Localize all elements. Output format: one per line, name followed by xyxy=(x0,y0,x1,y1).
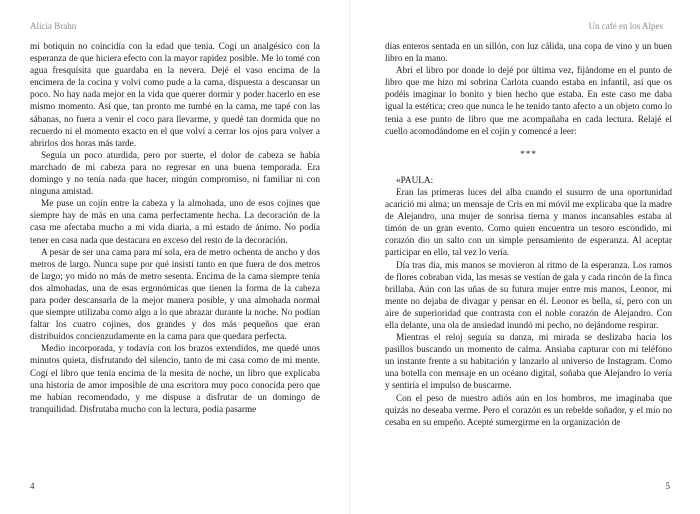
running-head-author: Alicia Brahn xyxy=(30,21,77,31)
paragraph: Eran las primeras luces del alba cuando el susurro de una oportunidad acarició mi alma; un mensaje de Cris en mi móvil me explicaba que la madre de Alejandro, una mujer de sonrisa tierna y manos incansables estaba al timón de un gran evento. Como quien encuentra un tesoro escondido, mi corazón dio un salto con un simple pensamiento de esperanza. Al aceptar participar en ello, tal vez lo vería. xyxy=(385,187,672,259)
paragraph: Con el peso de nuestro adiós aún en los hombros, me imaginaba que quizás no deseaba verme. Pero el corazón es un rebelde soñador, y el mío no cesaba en su empeño. Acepté sumergirme en la organización de xyxy=(385,393,672,428)
page-number-right: 5 xyxy=(665,481,670,491)
right-page-body xyxy=(385,41,672,429)
paragraph: Me puse un cojín entre la cabeza y la almohada, uno de esos cojines que siempre hay de más en una cama perfectamente hecha. La decoración de la casa me afectaba mucho a mi vida diaria, a mi estado de ánimo. No podía tener en casa nada que destacara en exceso del resto de la decoración. xyxy=(30,199,320,246)
paragraph: Seguía un poco aturdida, pero por suerte, el dolor de cabeza se había marchado de mi cabeza para no regresar en una buena temporada. Era domingo y no tenía nada que hacer, ningún compromiso, ni familiar ni con ninguna amistad. xyxy=(30,150,320,198)
left-page-body xyxy=(30,41,320,416)
paragraph: Medio incorporada, y todavía con los brazos extendidos, me quedé unos minutos quieta, disfrutando del silencio, tanto de mi casa como de mi mente. Cogí el libro que tenía encima de la mesita de noche, un libro que explicaba una historia de amor imposible de una escritora muy poco conocida pero que me habían recomendado, y me dispuse a disfrutar de un domingo de tranquilidad. Disfrutaba mucho con la lectura, podía pasarme xyxy=(30,344,320,415)
paragraph: mi botiquín no coincidía con la edad que tenía. Cogí un analgésico con la esperanza de que hiciera efecto con la mayor rapidez posible. Me lo tomé con agua fresquísita que guardaba en la nevera. Dejé el vaso encima de la encimera de la cocina y volví como pude a la cama, dispuesta a descansar un poco. No hay nada mejor en la vida que querer dormir y poder hacerlo en ese mismo momento. Así que, tan pronto me tumbé en la cama, me tapé con las sábanas, no fuera a venir el coco para llevarme, y quedé tan dormida que no recuerdo ni el momento exacto en el que volví a cerrar los ojos para volver a abrirlos dos horas más tarde. xyxy=(30,42,320,149)
paragraph: días enteros sentada en un sillón, con luz cálida, una copa de vino y un buen libro en la mano. xyxy=(385,42,672,65)
running-head-title: Un café en los Alpes xyxy=(588,21,663,31)
right-page xyxy=(350,0,700,514)
paragraph: Mientras el reloj seguía su danza, mi mirada se deslizaba hacia los pasillos buscando un momento de calma. Ansiaba capturar con mi teléfono un instante frente a su habitación y lanzarlo al universo de Instagram. Como una botella con mensaje en un océano digital, soñaba que Alejandro lo vería y sentiría el impulso de buscarme. xyxy=(385,333,672,392)
paragraph: Abrí el libro por donde lo dejé por última vez, fijándome en el punto de libro que me hizo mi sobrina Carlota cuando estaba en infantil, así que os podéis imaginar lo bonito y bien hecho que estaba. En este caso me daba igual la estética; creo que nunca le he tenido tanto afecto a un objeto como lo tenía a ese punto de libro que me acompañaba en cada lectura. Relajé el cuello acomodándome en el cojín y comencé a leer: xyxy=(385,66,672,137)
speaker-label: «PAULA: xyxy=(396,175,434,186)
paragraph: Día tras día, mis manos se movieron al ritmo de la esperanza. Los ramos de flores cobraban vida, las mesas se vestían de gala y cada rincón de la finca brillaba. Aún con las uñas de su futura mujer entre mis manos, Leonor, mi mente no dejaba de divagar y pensar en él. Leonor es bella, sí, pero con un aire de superioridad que contrasta con el noble corazón de Alejandro. Con ella delante, una ola de ansiedad inundó mi pecho, no dejándome respirar. xyxy=(385,260,672,331)
page-number-left: 4 xyxy=(30,481,35,491)
section-separator: *** xyxy=(520,149,537,160)
paragraph: A pesar de ser una cama para mí sola, era de metro ochenta de ancho y dos metros de largo. Nunca supe por qué insistí tanto en que fuera de dos metros de largo; yo mido no más de metro sesenta. Encima de la cama siempre tenía dos almohadas, una de esas ergonómicas que tienen la forma de la cabeza para poder descansarla de la mejor manera posible, y una almohada normal que siempre utilizaba como algo a lo que abrazar durante la noche. No podían faltar los cuatro cojines, dos grandes y dos más pequeños que eran distribuidos concienzudamente en la cama para que quedara perfecta. xyxy=(30,247,320,343)
